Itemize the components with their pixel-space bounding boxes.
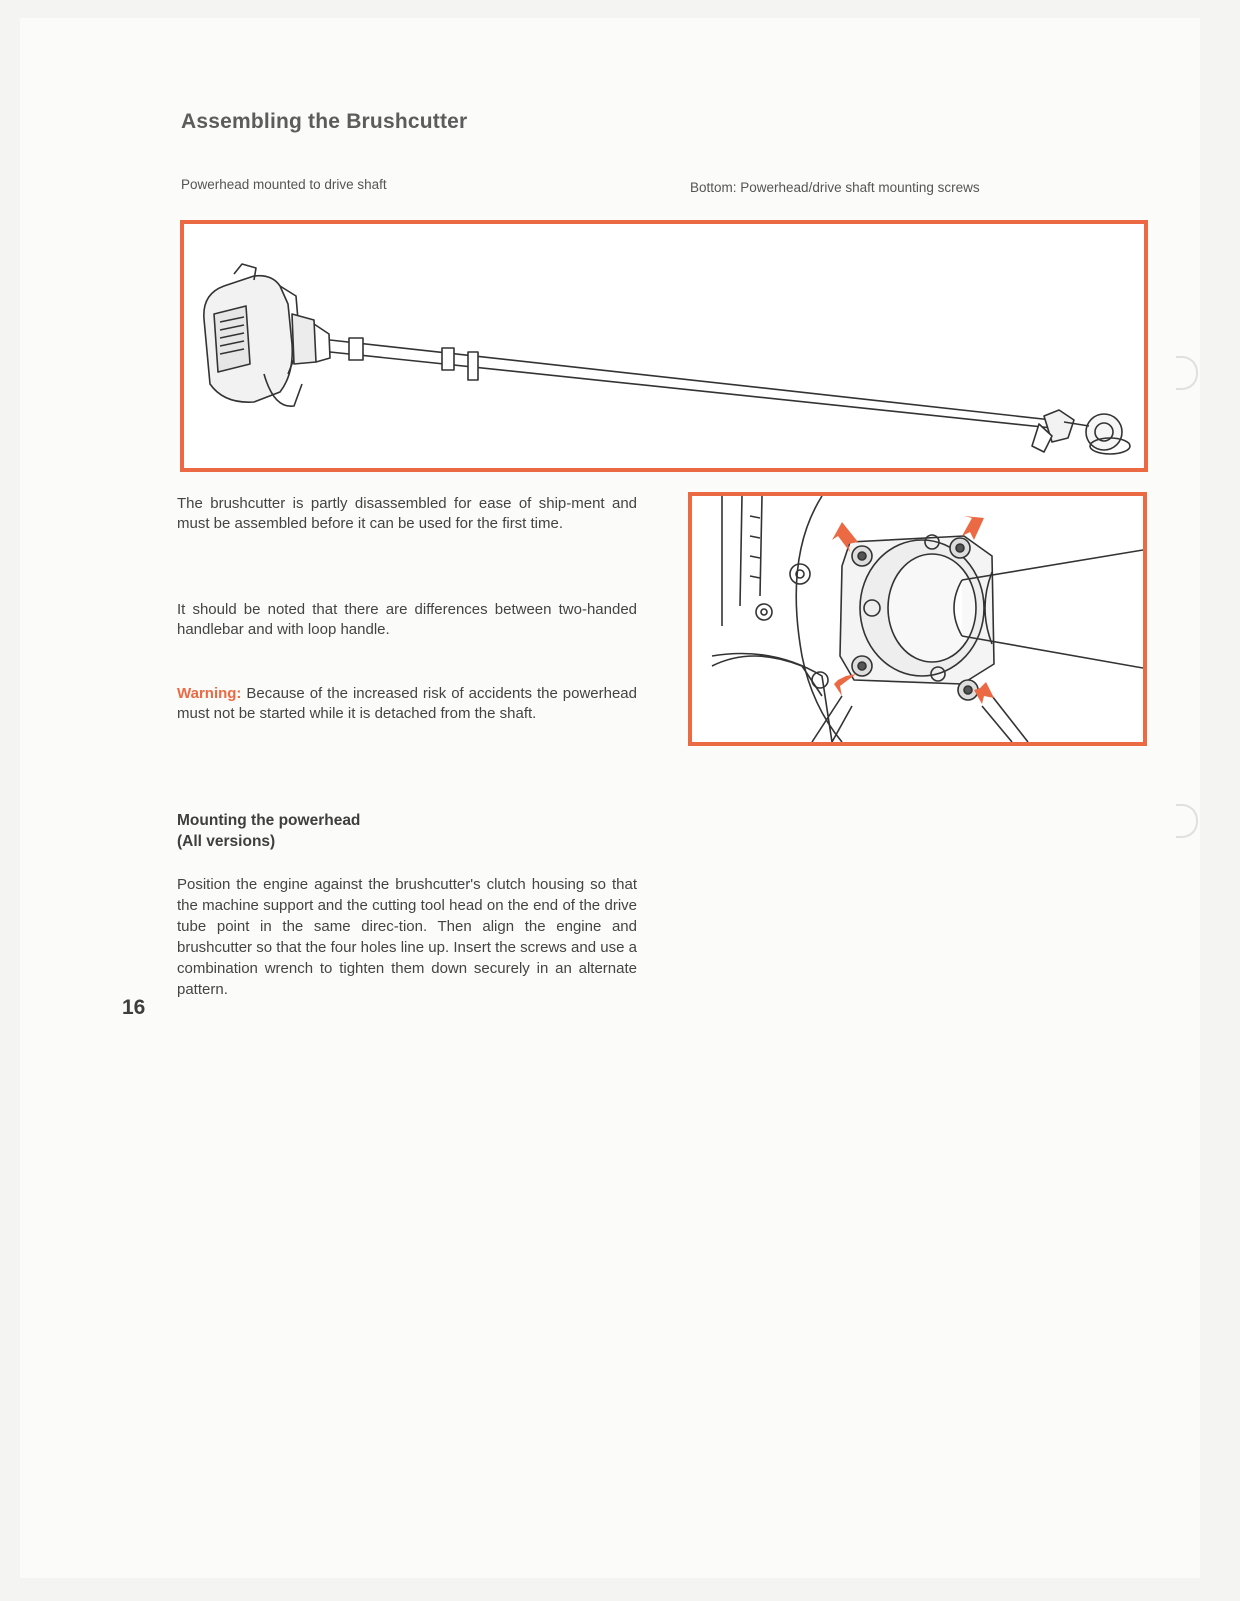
section-heading-line1: Mounting the powerhead	[177, 812, 361, 829]
page-title: Assembling the Brushcutter	[181, 110, 468, 133]
intro-paragraph: The brushcutter is partly disassembled for ease of ship-ment and must be assembled before it can be used for the first time.	[177, 495, 637, 532]
section-heading	[177, 810, 360, 852]
warning-paragraph	[177, 684, 637, 724]
page-number: 16	[122, 996, 146, 1019]
mounting-screws-illustration	[688, 492, 1147, 746]
section-heading-line2: (All versions)	[177, 833, 276, 850]
handle-note-paragraph: It should be noted that there are differences between two-handed handlebar and with loop handle.	[177, 601, 637, 638]
warning-label: Warning:	[177, 685, 242, 702]
figure-caption-left: Powerhead mounted to drive shaft	[181, 177, 387, 192]
warning-text: Because of the increased risk of accidents the powerhead must not be started while it is detached from the shaft.	[177, 685, 637, 722]
figure-caption-right: Bottom: Powerhead/drive shaft mounting screws	[690, 180, 980, 195]
brushcutter-illustration	[180, 220, 1148, 472]
mounting-instructions-paragraph: Position the engine against the brushcutter's clutch housing so that the machine support and the cutting tool head on the end of the drive tube point in the same direc-tion. Then align the engine and brushcutter so that the four holes line up. Insert the screws and use a combination wrench to tighten them down securely in an alternate pattern.	[177, 876, 637, 998]
